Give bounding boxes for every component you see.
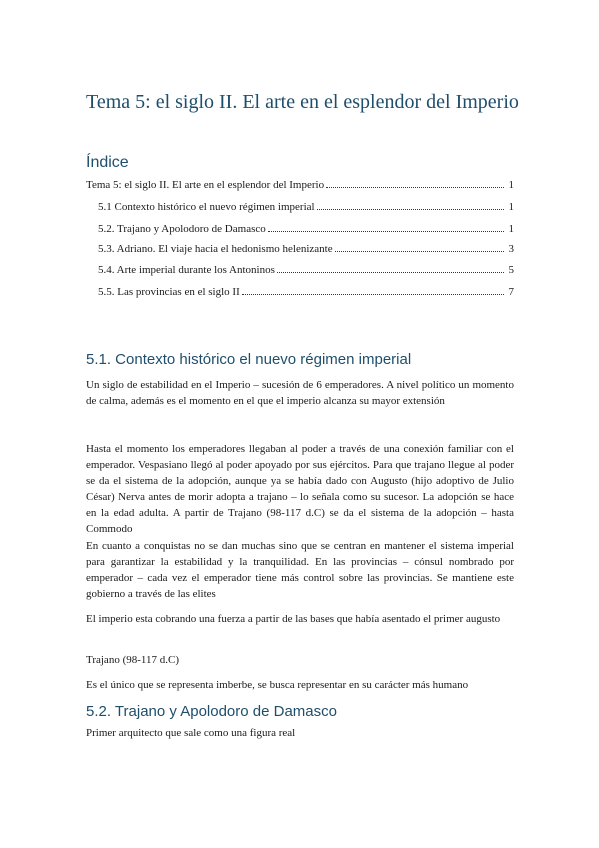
toc-entry-label: 5.4. Arte imperial durante los Antoninos [98,264,275,276]
toc-heading: Índice [86,154,129,171]
toc-entry-page: 1 [508,223,514,235]
toc-entry-page: 7 [508,286,514,298]
toc-entry[interactable] [98,283,514,299]
section-heading: 5.2. Trajano y Apolodoro de Damasco [86,703,337,720]
toc-entry-label: 5.3. Adriano. El viaje hacia el hedonismo helenizante [98,243,333,255]
toc-entry-page: 1 [508,179,514,191]
toc-entry[interactable] [98,220,514,236]
toc-leader-dots [317,198,504,210]
toc-entry[interactable] [98,261,514,277]
toc-entry-page: 1 [508,201,514,213]
paragraph: Primer arquitecto que sale como una figura real [86,727,296,739]
toc-leader-dots [242,283,504,295]
toc-entry[interactable] [86,176,514,192]
toc-entry-label: 5.5. Las provincias en el siglo II [98,286,240,298]
toc-entry-label: 5.1 Contexto histórico el nuevo régimen imperial [98,201,315,213]
toc-entry-page: 5 [508,264,514,276]
toc-leader-dots [268,220,504,232]
paragraph: En cuanto a conquistas no se dan muchas sino que se centran en mantener el sistema imperial para garantizar la estabilidad y la tranquilidad. En las provincias – cónsul nombrado por emperador – cada vez el emperador tiene más control sobre las provincias. Se mantiene este gobierno a través de las elites [86,540,514,600]
paragraph: Trajano (98-117 d.C) [86,654,179,666]
toc-entry[interactable] [98,198,514,214]
section-heading: 5.1. Contexto histórico el nuevo régimen imperial [86,351,412,368]
paragraph: Hasta el momento los emperadores llegaban al poder a través de una conexión familiar con el emperador. Vespasiano llegó al poder apoyado por sus ejércitos. Para que trajano llegue al poder se da el sistema de la adopción, aunque ya se había dado con Augusto (hijo adoptivo de Julio César) Nerva antes de morir adopta a trajano – lo señala como su sucesor. La adopción se hace en la edad adulta. A partir de Trajano (98-117 d.C) se da el sistema de la adopción – hasta Commodo [86,443,514,535]
toc-leader-dots [326,176,504,188]
toc-entry-page: 3 [508,243,514,255]
toc-entry-label: Tema 5: el siglo II. El arte en el esplendor del Imperio [86,179,325,191]
toc-leader-dots [277,261,504,273]
toc-leader-dots [335,240,504,252]
document-title: Tema 5: el siglo II. El arte en el esplendor del Imperio [86,91,519,113]
paragraph: Es el único que se representa imberbe, se busca representar en su carácter más humano [86,679,469,691]
toc-entry[interactable] [98,240,514,256]
paragraph: El imperio esta cobrando una fuerza a partir de las bases que había asentado el primer augusto [86,613,501,625]
toc-entry-label: 5.2. Trajano y Apolodoro de Damasco [98,223,266,235]
paragraph: Un siglo de estabilidad en el Imperio – sucesión de 6 emperadores. A nivel político un momento de calma, además es el momento en el que el imperio alcanza su mayor extensión [86,379,514,407]
